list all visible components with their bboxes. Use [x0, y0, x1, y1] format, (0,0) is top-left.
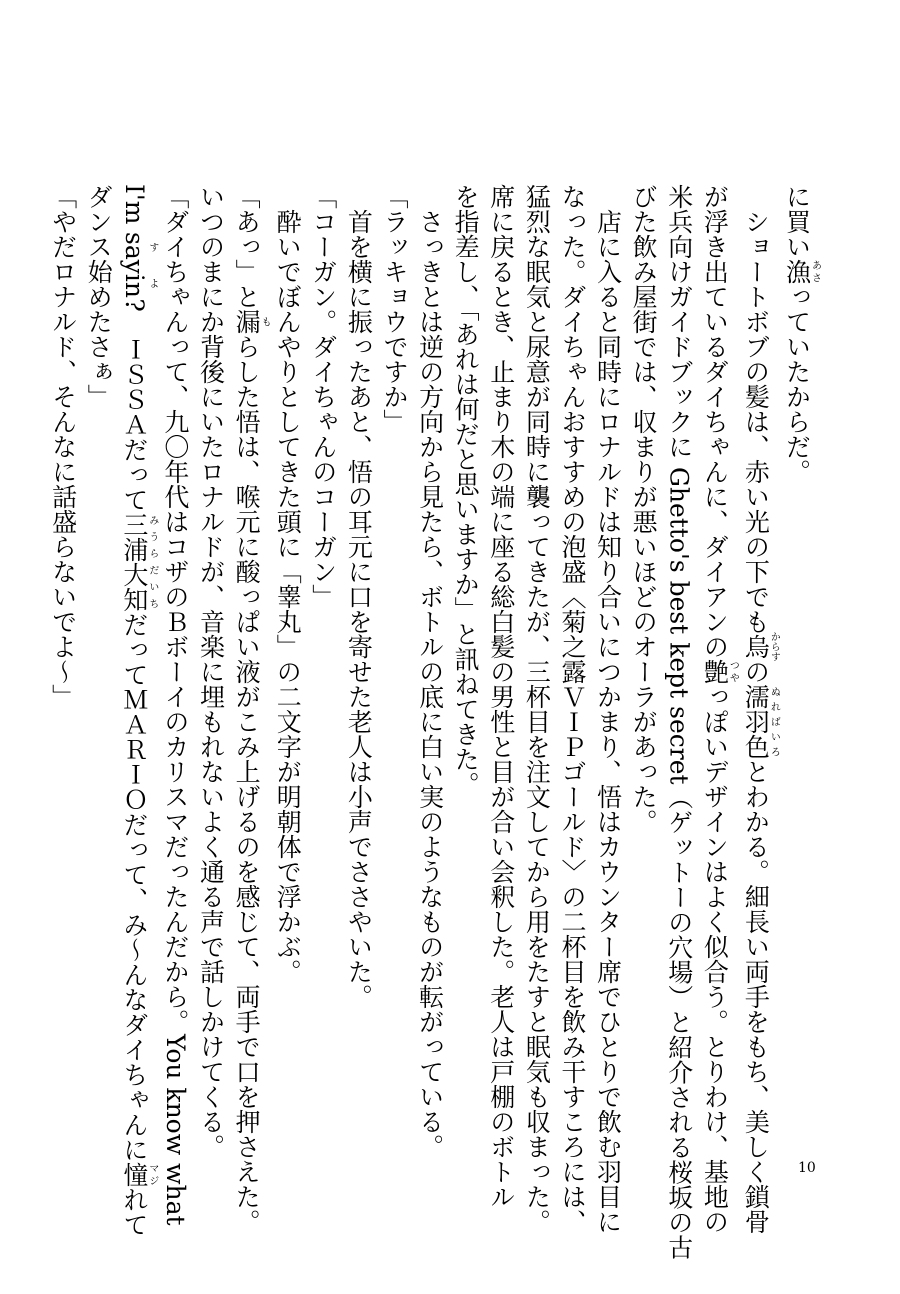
text-run: なった。ダイちゃんおすすめの泡盛〈菊之露ＶＩＰゴールド〉の二杯目を飲み干すころには、: [557, 184, 587, 1234]
ruby-annotation: [119, 1161, 158, 1187]
text-run: ショートボブの髪は、赤い光の下でも: [741, 184, 771, 634]
text-column: [81, 184, 117, 1134]
ruby-reading: マジ: [146, 1161, 158, 1187]
text-run: 店に入ると同時にロナルドは知り合いにつかまり、悟はカウンター席でひとりで飲む羽目に: [593, 184, 623, 1234]
ruby-annotation: [782, 259, 821, 284]
text-run: だってＭＡＲＩＯだって、み〜んなダイちゃんに: [119, 611, 149, 1162]
text-column: [697, 184, 739, 1234]
text-run: 「コーガン。ダイちゃんのコーガン」: [308, 184, 338, 609]
text-column: [157, 184, 193, 1226]
text-run: 酔いでぼんやりとしてきた頭に「睾丸」の二文字が明朝体で浮かぶ。: [273, 184, 303, 984]
text-run: らした悟は、喉元に酸っぱい液がこみ上げるのを感じて、両手で口を押さえた。: [232, 334, 262, 1234]
ruby-base: 艶: [700, 659, 730, 684]
ruby-base: 憧: [119, 1161, 149, 1187]
text-run: っぽいデザインはよく似合う。とりわけ、基地の: [700, 684, 730, 1234]
text-run: れて: [119, 1186, 149, 1237]
text-run: っていたからだ。: [782, 284, 812, 484]
text-column: [229, 184, 271, 1234]
text-run: 席に戻るとき、止まり木の端に座る総白髪の男性と目が合い会釈した。老人は戸棚のボトル: [486, 184, 516, 1209]
text-column: [779, 184, 820, 1134]
page-number: 10: [798, 1160, 816, 1176]
text-run: 「ラッキョウですか」: [379, 184, 409, 434]
ruby-annotation: [119, 511, 158, 612]
ruby-base: 漁: [782, 259, 812, 284]
ruby-reading: ぬればいろ: [768, 684, 780, 759]
text-run: 首を横に振ったあと、悟の耳元に口を寄せた老人は小声でささやいた。: [344, 184, 374, 1009]
ruby-reading: あさ: [809, 259, 821, 284]
text-run: ? ＩＳＳＡだって: [119, 298, 149, 512]
ruby-base: 烏: [741, 631, 771, 662]
text-run: 米兵向けガイドブックに Ghetto's best kept secret（ゲットーの穴場）と紹介される桜坂の古: [664, 184, 694, 1260]
text-run: を指差し、「あれは何だと思いますか」と訊ねてきた。: [451, 184, 481, 797]
text-run: I'm: [119, 184, 149, 233]
text-run: 「あっ」と: [232, 184, 262, 309]
ruby-reading: も: [259, 309, 271, 334]
text-run: の: [741, 659, 771, 684]
text-column: [483, 184, 519, 1209]
ruby-base: 三浦大知: [119, 511, 149, 612]
text-column: [626, 184, 662, 1134]
text-column: [448, 184, 484, 1134]
ruby-reading: すよ: [146, 232, 158, 299]
ruby-annotation: [741, 631, 780, 662]
text-run: ダンス始めたさぁ」: [84, 184, 114, 409]
text-run: 猛烈な眠気と尿意が同時に襲ってきたが、三杯目を注文してから用をたすと眠気も収まった。: [522, 184, 552, 1234]
ruby-reading: みうらだいち: [146, 511, 158, 612]
text-run: が浮き出ているダイちゃんに、ダイアンの: [700, 184, 730, 659]
text-column: [193, 184, 229, 1159]
text-run: さっきとは逆の方向から見たら、ボトルの底に白い実のようなものが転がっている。: [415, 184, 445, 1159]
ruby-annotation: [700, 659, 739, 684]
text-run: に買い: [782, 184, 812, 259]
text-column: [738, 184, 780, 1234]
text-column: [590, 184, 626, 1234]
ruby-base: sayin: [119, 232, 149, 299]
text-run: とわかる。細長い両手をもち、美しく鎖骨: [741, 759, 771, 1234]
text-column: [116, 184, 158, 1237]
ruby-annotation: [232, 309, 271, 334]
ruby-reading: つや: [727, 659, 739, 684]
text-column: [519, 184, 555, 1234]
text-column: [412, 184, 448, 1159]
text-run: 「ダイちゃんって、九〇年代はコザのＢボーイのカリスマだったんだから。You know what: [160, 184, 190, 1226]
ruby-reading: からす: [768, 631, 780, 662]
text-run: びた飲み屋街では、収まりが悪いほどのオーラがあった。: [629, 184, 659, 834]
text-column: [305, 184, 341, 1134]
text-column: [270, 184, 306, 1134]
text-column: [341, 184, 377, 1134]
ruby-base: 漏: [232, 309, 262, 334]
text-column: [554, 184, 590, 1234]
text-column: [45, 184, 81, 1134]
text-column: [661, 184, 697, 1260]
ruby-base: 濡羽色: [741, 684, 771, 759]
text-run: いつのまにか背後にいたロナルドが、音楽に埋もれないよく通る声で話しかけてくる。: [196, 184, 226, 1159]
ruby-annotation: [119, 232, 158, 299]
text-run: 「やだロナルド、そんなに話盛らないでよ〜」: [48, 184, 78, 709]
ruby-annotation: [741, 684, 780, 759]
text-column: [376, 184, 412, 1134]
